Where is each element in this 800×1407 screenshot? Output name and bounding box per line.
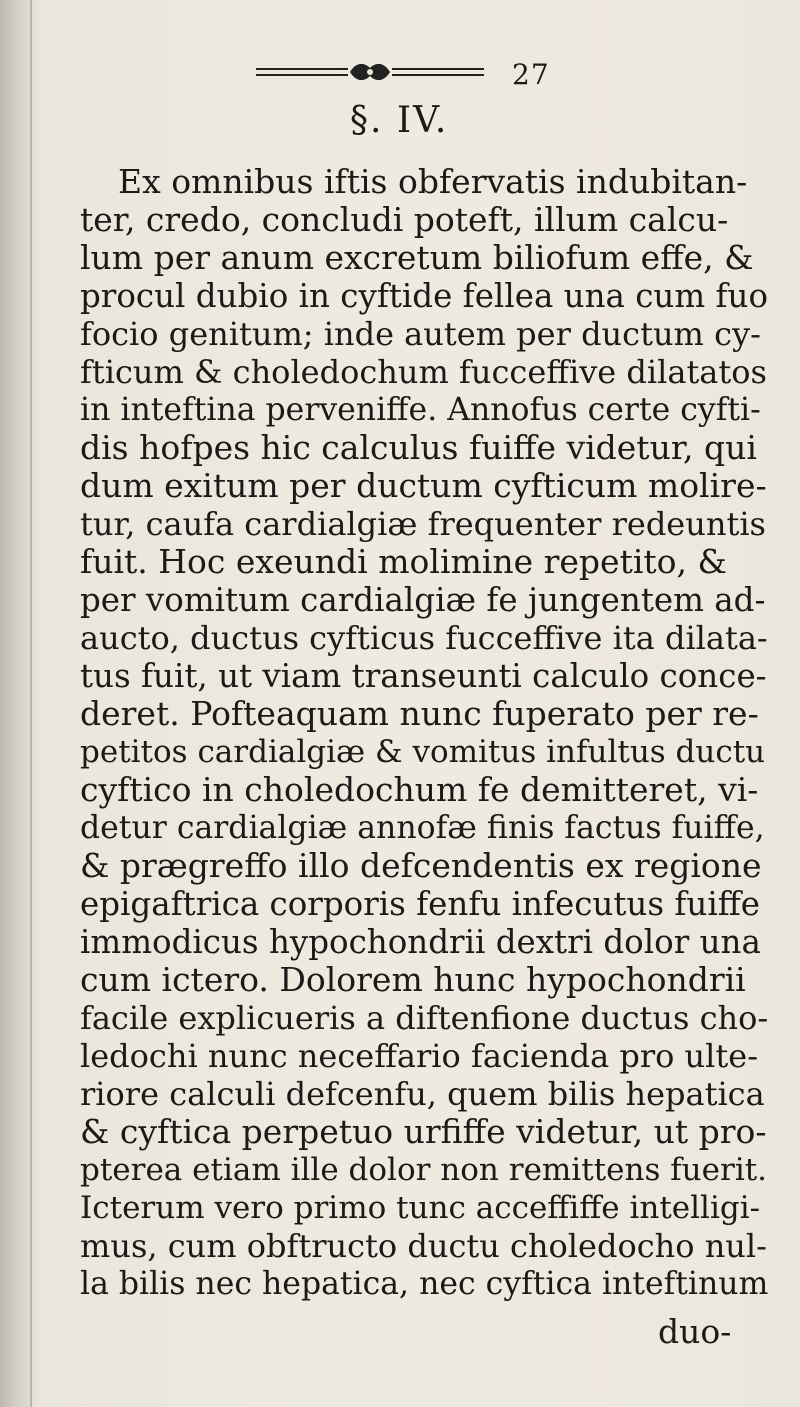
text-line: Ex omnibus iftis obfervatis indubitan- xyxy=(118,162,748,201)
text-line: pterea etiam ille dolor non remittens fuerit. xyxy=(80,1152,768,1188)
text-line: dis hofpes hic calculus fuiffe videtur, qui xyxy=(80,428,757,467)
text-line: tus fuit, ut viam transeunti calculo conce- xyxy=(80,657,767,695)
text-line: immodicus hypochondrii dextri dolor una xyxy=(80,923,761,961)
text-line: mus, cum obftructo ductu choledocho nul- xyxy=(80,1227,767,1265)
text-line: lum per anum excretum biliofum effe, & xyxy=(80,238,754,277)
text-line: ledochi nunc neceffario facienda pro ulte- xyxy=(80,1037,758,1075)
text-line: & prægreffo illo defcendentis ex regione xyxy=(80,846,762,885)
text-line: Icterum vero primo tunc acceffiffe intelligi- xyxy=(80,1190,761,1226)
text-line: tur, caufa cardialgiæ frequenter redeuntis xyxy=(80,505,766,543)
text-line: fuit. Hoc exeundi molimine repetito, & xyxy=(80,542,727,581)
text-line: focio genitum; inde autem per ductum cy- xyxy=(80,315,761,353)
text-line: cum ictero. Dolorem hunc hypochondrii xyxy=(80,960,746,999)
text-line: riore calculi defcenfu, quem bilis hepatica xyxy=(80,1075,765,1113)
text-line: la bilis nec hepatica, nec cyftica inteftinum xyxy=(80,1266,769,1302)
header-ornament-icon xyxy=(256,60,484,88)
text-line: dum exitum per ductum cyfticum molire- xyxy=(80,466,767,505)
text-line: detur cardialgiæ annofæ finis factus fuiffe, xyxy=(80,810,765,846)
binding-gutter xyxy=(30,0,32,1407)
text-line: fticum & choledochum fucceffive dilatatos xyxy=(80,353,767,391)
section-heading: §. IV. xyxy=(350,100,449,141)
text-line: procul dubio in cyftide fellea una cum fuo xyxy=(80,277,769,315)
text-line: & cyftica perpetuo urfiffe videtur, ut pro- xyxy=(80,1112,767,1151)
text-line: epigaftrica corporis fenfu infecutus fuiffe xyxy=(80,885,761,923)
text-line: per vomitum cardialgiæ fe jungentem ad- xyxy=(80,581,766,619)
text-line: aucto, ductus cyfticus fucceffive ita dilata- xyxy=(80,619,768,657)
catchword: duo- xyxy=(658,1312,732,1351)
text-line: deret. Pofteaquam nunc fuperato per re- xyxy=(80,694,759,733)
text-line: ter, credo, concludi poteft, illum calcu- xyxy=(80,200,729,239)
text-line: petitos cardialgiæ & vomitus infultus ductu xyxy=(80,734,766,770)
text-line: in inteftina perveniffe. Annofus certe cyfti- xyxy=(80,392,761,428)
text-line: facile explicueris a diftenfione ductus cho- xyxy=(80,999,769,1037)
text-line: cyftico in choledochum fe demitteret, vi- xyxy=(80,770,759,809)
page-number: 27 xyxy=(512,58,550,91)
